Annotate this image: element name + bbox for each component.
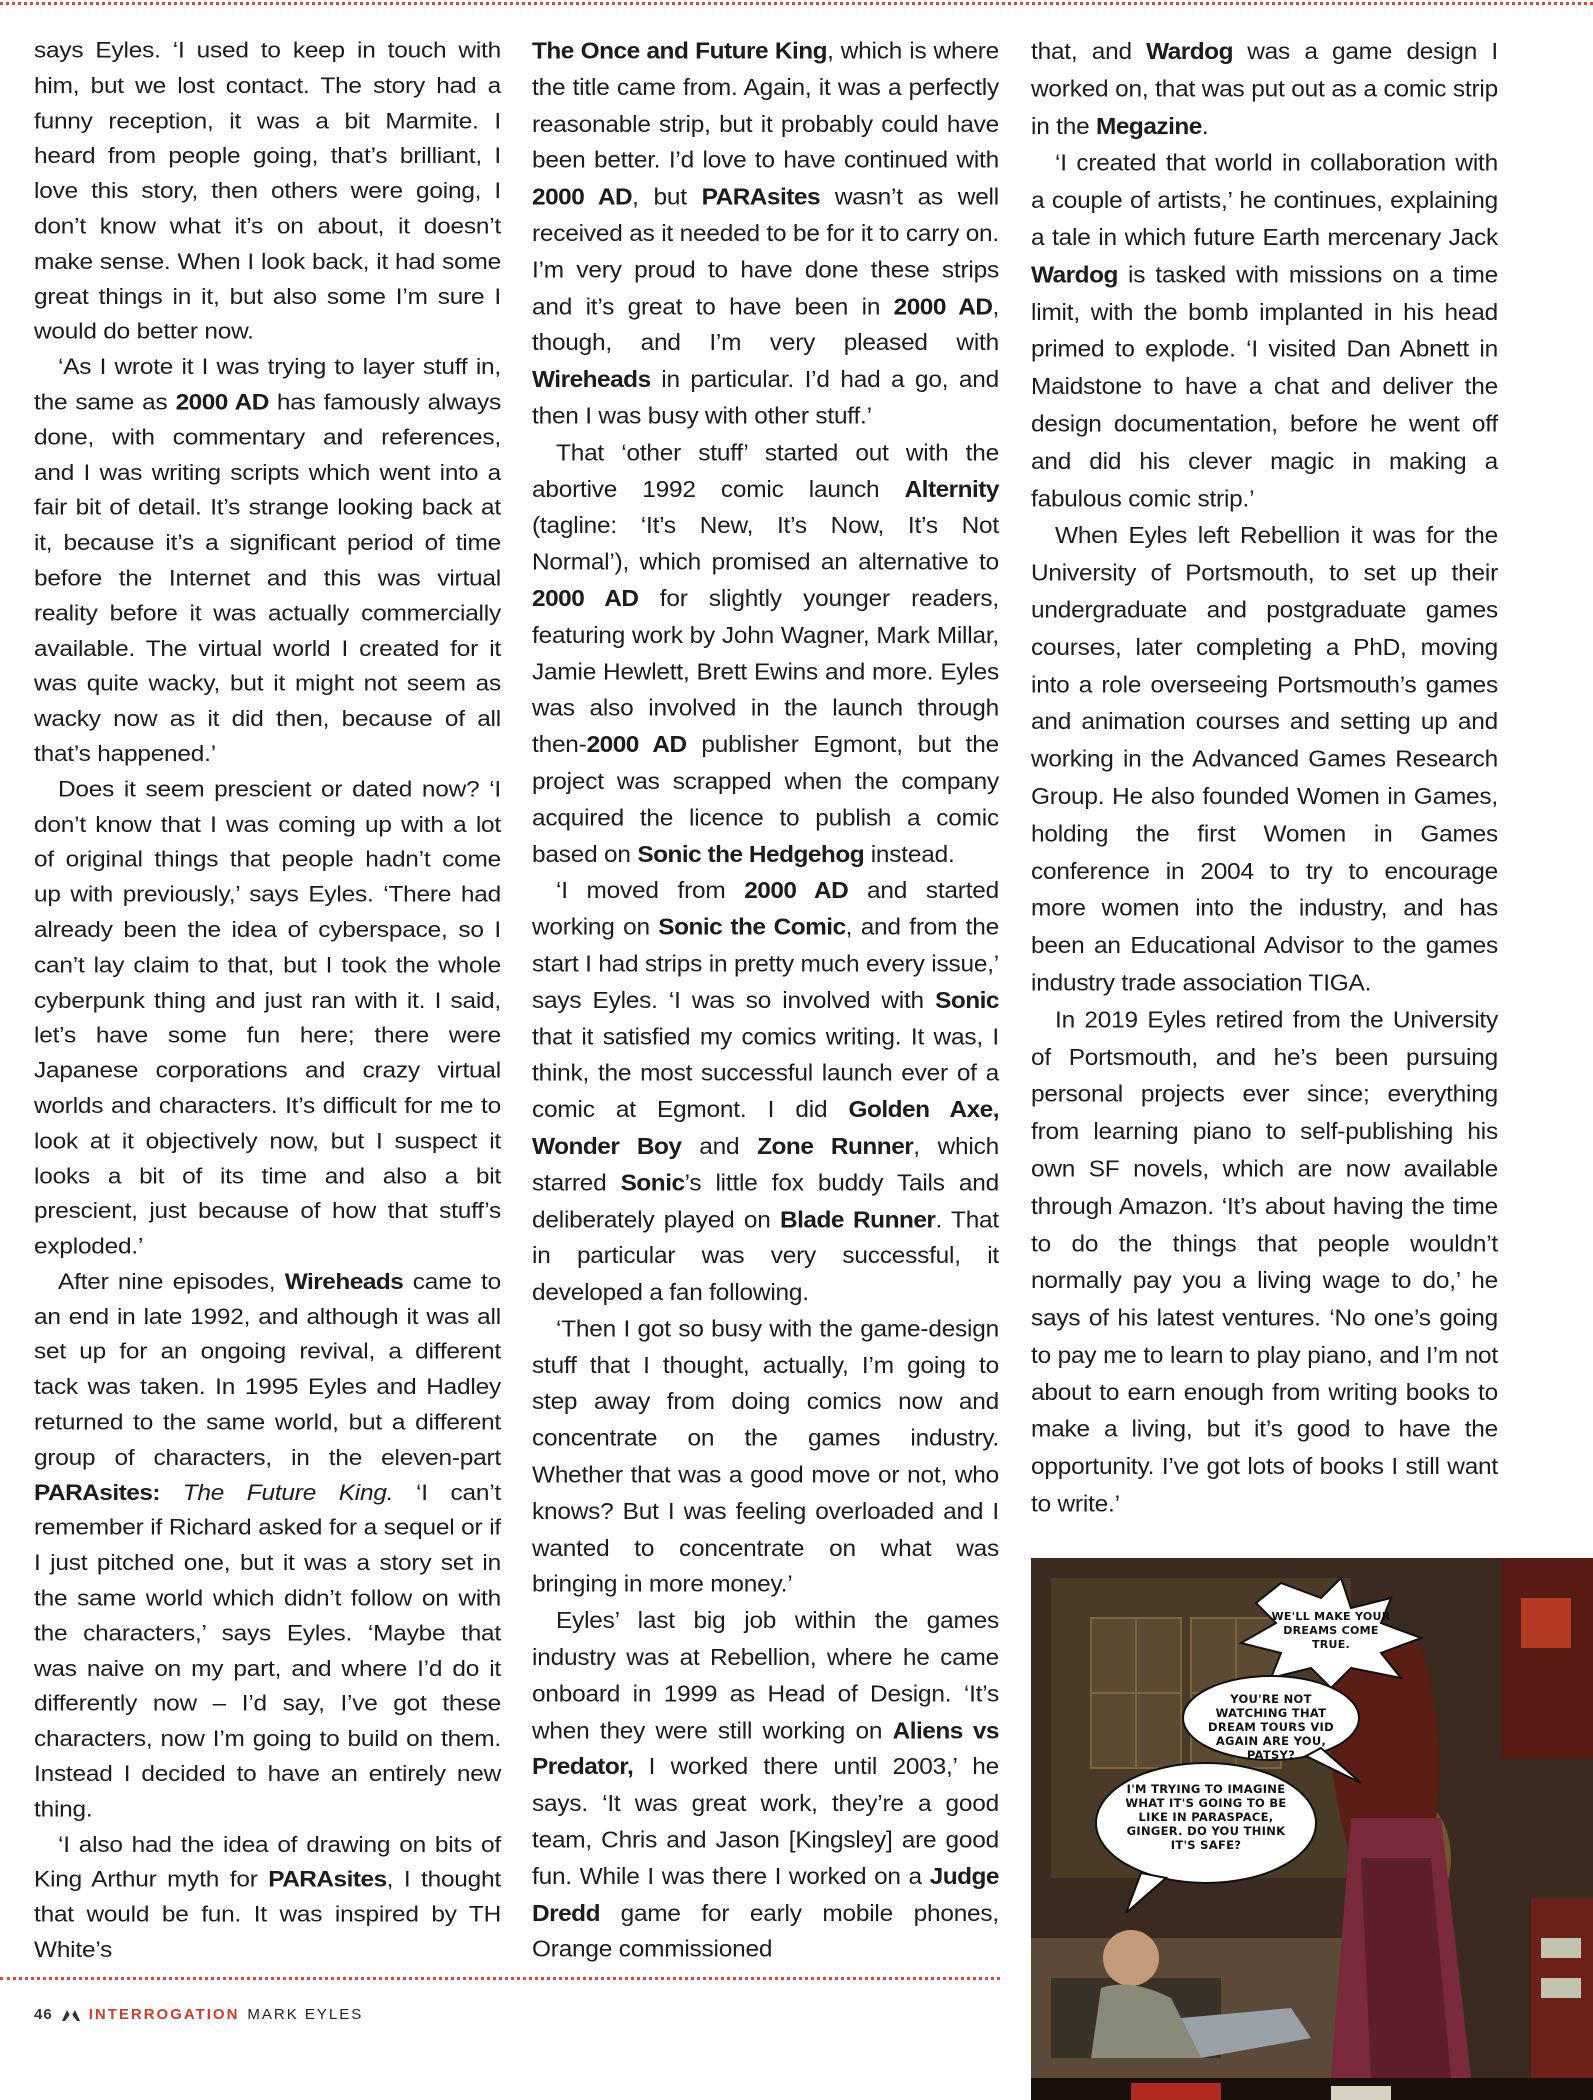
bold-title: Wardog: [1031, 262, 1118, 289]
bold-title: 2000 AD: [532, 184, 633, 211]
bold-title: Megazine: [1096, 113, 1202, 140]
bold-title: Alternity: [904, 476, 999, 503]
bold-title: PARAsites: [701, 184, 821, 211]
article-paragraph: that, and Wardog was a game design I worked on, that was put out as a comic strip in the Megazine.: [1031, 38, 1498, 140]
article-paragraph: The Once and Future King, which is where the title came from. Again, it was a perfectly reasonable strip, but it probably could have been better. I’d love to have continued with 2000 AD, but PARAsites wasn’t as well received as it needed to be for it to carry on. I’m very proud to have done these strips and it’s great to have been in 2000 AD, though, and I’m very pleased with Wireheads in particular. I’d had a go, and then I was busy with other stuff.’: [532, 38, 1000, 430]
article-paragraph: Eyles’ last big job within the games industry was at Rebellion, where he came onboard in 1999 as Head of Design. ‘It’s when they were still working on Aliens vs Predator, I worked there until 2003,’ he says. ‘It was great work, they’re a good team, Chris and Jason [Kingsley] are good fun. While I was there I worked on a Judge Dredd game for early mobile phones, Orange commissioned: [532, 1608, 999, 1963]
article-paragraph: says Eyles. ‘I used to keep in touch with him, but we lost contact. The story had a funny reception, it was a bit Marmite. I heard from people going, that’s brilliant, I love this story, then others were going, I don’t know what it’s on about, it doesn’t make sense. When I look back, it had some great things in it, but also some I’m sure I would do better now.: [34, 38, 501, 345]
interview-subject: MARK EYLES: [247, 2006, 364, 2023]
article-paragraph: ‘I moved from 2000 AD and started working on Sonic the Comic, and from the start I had strips in pretty much every issue,’ says Eyles. ‘I was so involved with Sonic that it satisfied my comics writing. It was, I think, the most successful launch ever of a comic at Egmont. I did Golden Axe, Wonder Boy and Zone Runner, which starred Sonic’s little fox buddy Tails and deliberately played on Blade Runner. That in particular was very successful, it developed a fan following.: [532, 878, 1000, 1306]
article-paragraph: Does it seem prescient or dated now? ‘I don’t know that I was coming up with a lot of original things that people hadn’t come up with previously,’ says Eyles. ‘There had already been the idea of cyberspace, so I can’t lay claim to that, but I took the whole cyberpunk thing and just ran with it. I said, let’s have some fun here; there were Japanese corporations and crazy virtual worlds and characters. It’s difficult for me to look at it objectively now, but I suspect it looks a bit of its time and also a bit prescient, just because of how that stuff’s exploded.’: [34, 777, 501, 1260]
speech-bubble-3: I'M TRYING TO IMAGINE WHAT IT'S GOING TO BE LIKE IN PARASPACE, GINGER. DO YOU THINK IT'S SAFE?: [1125, 1782, 1287, 1852]
speech-bubble-2: YOU'RE NOT WATCHING THAT DREAM TOURS VID AGAIN ARE YOU, PATSY?: [1208, 1692, 1334, 1762]
section-name: INTERROGATION: [88, 2006, 240, 2023]
bold-title: 2000 AD: [586, 732, 687, 758]
bold-title: Wireheads: [532, 367, 651, 393]
article-paragraph: That ‘other stuff’ started out with the abortive 1992 comic launch Alternity (tagline: ‘It’s New, It’s Now, It’s Not Normal’), which promised an alternative to 2000 AD for slightly younger readers, featuring work by John Wagner, Mark Millar, Jamie Hewlett, Brett Ewins and more. Eyles was also involved in the launch through then-2000 AD publisher Egmont, but the project was scrapped when the company acquired the licence to publish a comic based on Sonic the Hedgehog instead.: [532, 440, 1000, 868]
comic-panel-illustration: [1031, 1558, 1593, 2100]
bold-title: Aliens vs Predator,: [532, 1718, 999, 1781]
bold-title: 2000 AD: [175, 390, 269, 415]
page-number: 46: [34, 2006, 53, 2023]
bold-title: Wardog: [1146, 38, 1233, 65]
article-paragraph: When Eyles left Rebellion it was for the University of Portsmouth, to set up their undergraduate and postgraduate games courses, later completing a PhD, moving into a role overseeing Portsmouth’s games and animation courses and setting up and working in the Advanced Games Research Group. He also founded Women in Games, holding the first Women in Games conference in 2004 to try to encourage more women into the industry, and has been an Educational Advisor to the games industry trade association TIGA.: [1031, 523, 1498, 996]
bold-title: Judge Dredd: [532, 1864, 999, 1927]
page-footer: [34, 2006, 363, 2023]
bold-title: Wireheads: [284, 1269, 404, 1295]
article-column-2: [532, 34, 999, 1969]
bold-title: Sonic: [620, 1170, 685, 1196]
bold-title: Golden Axe, Wonder Boy: [532, 1097, 999, 1160]
bold-title: Sonic the Comic: [658, 914, 846, 941]
article-column-3: [1031, 34, 1498, 1524]
article-paragraph: ‘Then I got so busy with the game-design stuff that I thought, actually, I’m going to step away from doing comics now and concentrate on the games industry. Whether that was a good move or not, who knows? But I was feeling overloaded and I wanted to concentrate on what was bringing in more money.’: [532, 1316, 999, 1598]
speech-bubble-1: WE'LL MAKE YOUR DREAMS COME TRUE.: [1271, 1610, 1391, 1651]
bold-title: 2000 AD: [893, 294, 993, 320]
bold-title: 2000 AD: [744, 878, 849, 904]
italic-title: The Future King.: [182, 1480, 394, 1506]
bold-title: 2000 AD: [532, 586, 639, 612]
bold-title: PARAsites: [268, 1867, 387, 1893]
bold-title: The Once and Future King: [532, 38, 828, 65]
magazine-logo-icon: [61, 2008, 81, 2022]
bold-title: Blade Runner: [780, 1207, 936, 1233]
article-paragraph: After nine episodes, Wireheads came to an end in late 1992, and although it was all set up for an ongoing revival, a different tack was taken. In 1995 Eyles and Hadley returned to the same world, but a different group of characters, in the eleven-part PARAsites: The Future King. ‘I can’t remember if Richard asked for a sequel or if I just pitched one, but it was a story set in the same world which didn’t follow on with the characters,’ says Eyles. ‘Maybe that was naive on my part, and where I’d do it differently now – I’d say, I’ve got these characters, now I’m going to build on them. Instead I decided to have an entirely new thing.: [34, 1269, 501, 1822]
article-paragraph: ‘As I wrote it I was trying to layer stuff in, the same as 2000 AD has famously always done, with commentary and references, and I was writing scripts which went into a fair bit of detail. It’s strange looking back at it, because it’s a significant period of time before the Internet and this was virtual reality before it was actually commercially available. The virtual world I created for it was quite wacky, but it might not seem as wacky now as it did then, because of all that’s happened.’: [34, 355, 502, 767]
bold-title: Sonic the Hedgehog: [637, 841, 865, 868]
article-paragraph: ‘I also had the idea of drawing on bits of King Arthur myth for PARAsites, I thought that would be fun. It was inspired by TH White’s: [34, 1832, 501, 1963]
footer-dotted-rule: [0, 1977, 1000, 1980]
article-paragraph: ‘I created that world in collaboration with a couple of artists,’ he continues, explaining a tale in which future Earth mercenary Jack Wardog is tasked with missions on a time limit, with the bomb implanted in his head primed to explode. ‘I visited Dan Abnett in Maidstone to have a chat and deliver the design documentation, before he went off and did his clever magic in making a fabulous comic strip.’: [1031, 150, 1498, 512]
article-column-1: [34, 34, 501, 1969]
bold-title: Sonic: [935, 988, 999, 1014]
bold-title: PARAsites:: [34, 1480, 161, 1506]
article-paragraph: In 2019 Eyles retired from the University of Portsmouth, and he’s been pursuing personal projects ever since; everything from learning piano to self-publishing his own SF novels, which are now available through Amazon. ‘It’s about having the time to do the things that people wouldn’t normally pay you a living wage to do,’ he says of his latest ventures. ‘No one’s going to pay me to learn to play piano, and I’m not about to earn enough from writing books to make a living, but it’s good to have the opportunity. I’ve got lots of books I still want to write.’: [1031, 1007, 1498, 1518]
bold-title: Zone Runner: [757, 1134, 914, 1160]
top-dotted-rule: [0, 2, 1593, 5]
